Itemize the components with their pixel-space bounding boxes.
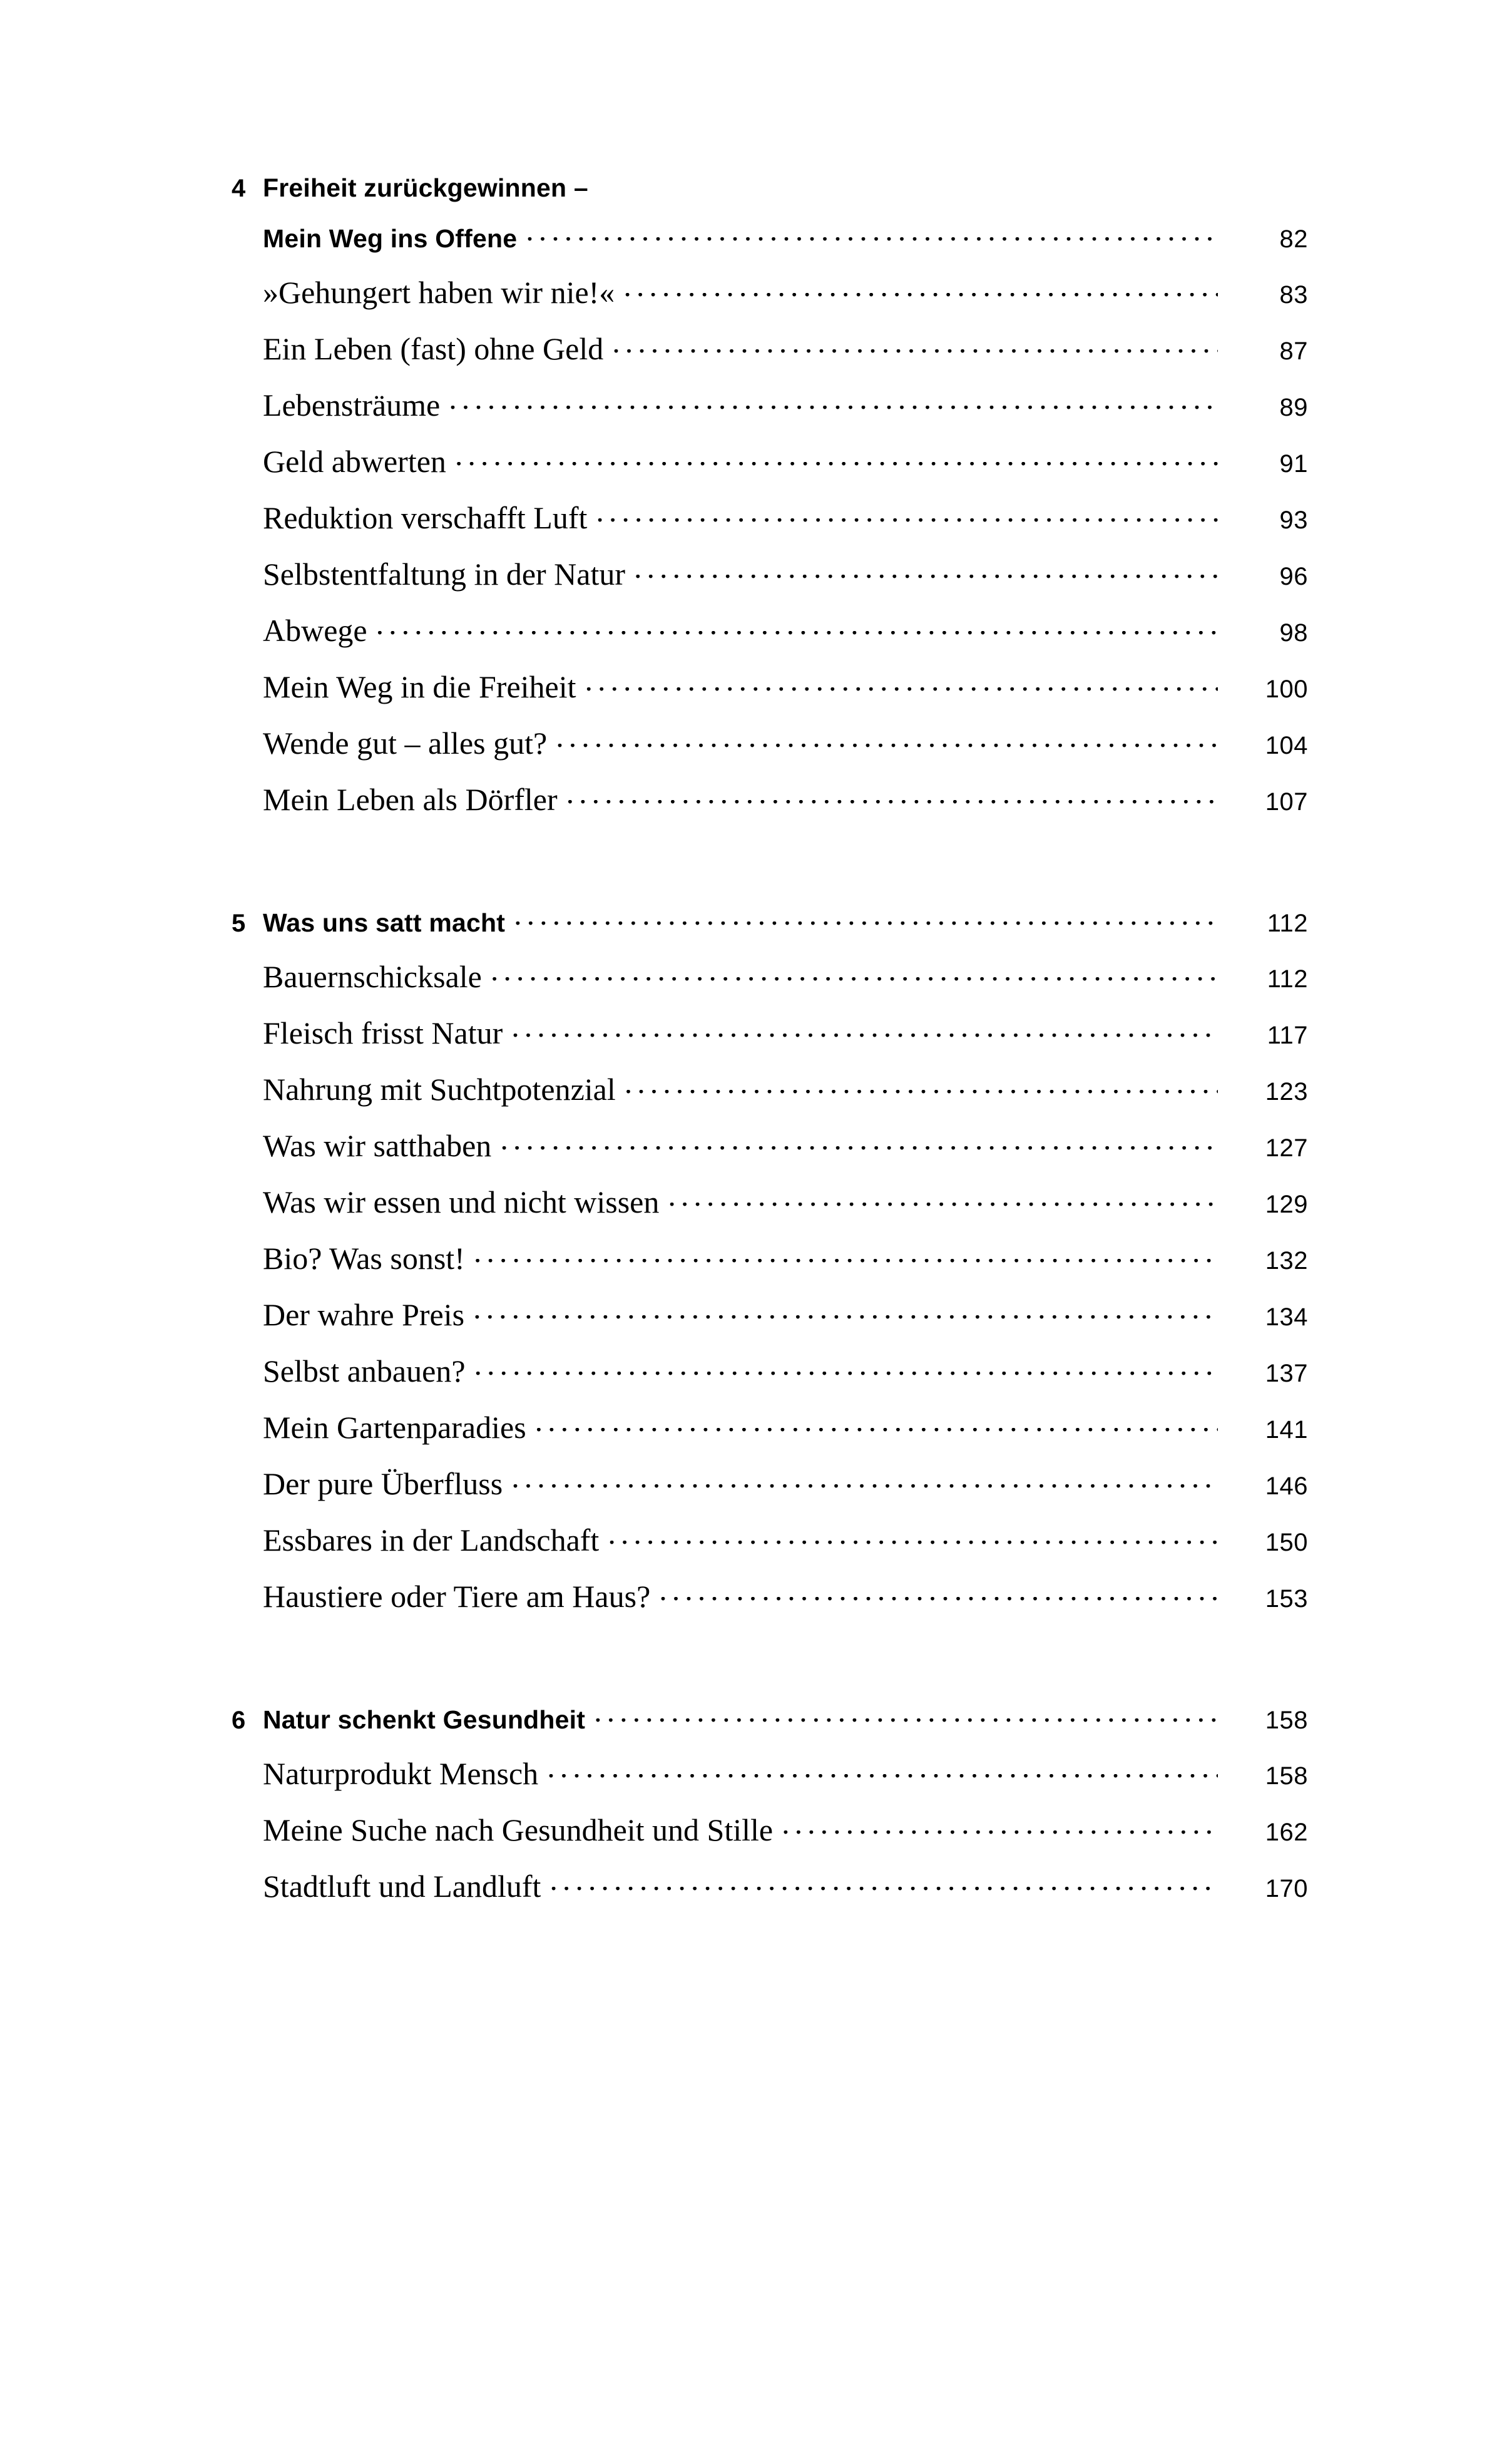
toc-entry-page: 137	[1265, 1360, 1308, 1387]
dot-leader	[474, 1259, 1218, 1269]
toc-entry-page: 100	[1265, 675, 1308, 703]
table-of-contents	[232, 175, 1308, 1927]
toc-entry-number: 5	[232, 910, 246, 937]
toc-entry-title: Essbares in der Landschaft	[263, 1522, 600, 1558]
toc-entry-page: 146	[1265, 1472, 1308, 1500]
dot-leader	[535, 1428, 1218, 1438]
toc-entry-page: 150	[1265, 1529, 1308, 1556]
toc-entry-page: 112	[1267, 965, 1308, 993]
toc-entry-title: Reduktion verschafft Luft	[263, 500, 588, 535]
toc-entry-title: Der pure Überfluss	[263, 1466, 503, 1501]
toc-entry-page: 91	[1279, 450, 1308, 478]
dot-leader	[547, 1774, 1218, 1784]
toc-entry[interactable]	[232, 671, 1308, 702]
toc-entry[interactable]	[232, 1299, 1308, 1330]
toc-entry-page: 134	[1265, 1303, 1308, 1331]
toc-entry[interactable]	[232, 727, 1308, 759]
dot-leader	[491, 977, 1218, 987]
toc-entry-page: 82	[1279, 225, 1308, 253]
toc-entry-page: 127	[1265, 1134, 1308, 1162]
toc-entry-title: Bauernschicksale	[263, 959, 482, 994]
dot-leader	[566, 800, 1218, 810]
dot-leader	[511, 1034, 1218, 1044]
toc-entry-title: Ein Leben (fast) ohne Geld	[263, 331, 604, 366]
toc-group-separator	[232, 1637, 1308, 1707]
dot-leader	[608, 1541, 1218, 1551]
dot-leader	[585, 687, 1218, 697]
toc-entry-number: 4	[232, 175, 246, 202]
toc-entry[interactable]	[232, 784, 1308, 815]
toc-entry-page: 107	[1265, 788, 1308, 816]
toc-entry[interactable]	[232, 502, 1308, 533]
dot-leader	[474, 1372, 1218, 1382]
toc-entry[interactable]	[232, 1871, 1308, 1902]
toc-entry-page: 83	[1279, 281, 1308, 309]
toc-entry-title: Nahrung mit Suchtpotenzial	[263, 1072, 616, 1107]
toc-entry-page: 153	[1265, 1585, 1308, 1613]
toc-entry[interactable]	[232, 910, 1308, 936]
toc-entry[interactable]	[232, 389, 1308, 421]
toc-entry-page: 141	[1265, 1416, 1308, 1444]
toc-entry-title: Natur schenkt Gesundheit	[263, 1705, 586, 1734]
toc-entry-title: Stadtluft und Landluft	[263, 1869, 541, 1904]
toc-entry-title-continued: Mein Weg ins Offene	[263, 224, 518, 253]
toc-entry[interactable]	[232, 277, 1308, 308]
toc-entry[interactable]	[232, 1814, 1308, 1845]
dot-leader	[594, 1718, 1218, 1728]
toc-entry[interactable]	[232, 1017, 1308, 1049]
toc-entry-title: Geld abwerten	[263, 444, 446, 479]
toc-entry[interactable]	[232, 333, 1308, 364]
toc-entry[interactable]	[232, 1758, 1308, 1789]
dot-leader	[623, 293, 1218, 303]
toc-entry-title: »Gehungert haben wir nie!«	[263, 275, 615, 310]
toc-entry-title: Der wahre Preis	[263, 1297, 465, 1332]
toc-group-separator	[232, 840, 1308, 910]
toc-entry-title: Meine Suche nach Gesundheit und Stille	[263, 1812, 774, 1847]
dot-leader	[612, 349, 1218, 359]
dot-leader	[449, 406, 1218, 416]
toc-entry-title: Was wir satthaben	[263, 1128, 492, 1163]
toc-entry-page: 117	[1267, 1022, 1308, 1049]
toc-entry-title: Abwege	[263, 613, 367, 648]
toc-entry-title: Freiheit zurückgewinnen –	[263, 173, 588, 202]
toc-entry-title: Bio? Was sonst!	[263, 1241, 465, 1276]
dot-leader	[556, 744, 1218, 754]
toc-entry[interactable]	[232, 1581, 1308, 1612]
toc-entry-page: 112	[1267, 910, 1308, 937]
toc-entry[interactable]	[232, 961, 1308, 992]
toc-group	[232, 1707, 1308, 1902]
toc-entry-title: Selbstentfaltung in der Natur	[263, 557, 626, 592]
toc-entry-page: 162	[1265, 1819, 1308, 1846]
dot-leader	[376, 631, 1218, 641]
toc-entry[interactable]	[232, 175, 1308, 201]
toc-entry[interactable]	[232, 1130, 1308, 1161]
toc-entry-page: 170	[1265, 1875, 1308, 1902]
toc-entry-page: 96	[1279, 563, 1308, 590]
toc-entry-title: Haustiere oder Tiere am Haus?	[263, 1579, 651, 1614]
dot-leader	[634, 575, 1218, 585]
toc-entry-title: Fleisch frisst Natur	[263, 1015, 503, 1050]
toc-entry[interactable]	[232, 558, 1308, 590]
toc-entry[interactable]	[232, 1468, 1308, 1499]
toc-entry[interactable]	[232, 1412, 1308, 1443]
toc-entry[interactable]	[232, 1355, 1308, 1387]
toc-entry[interactable]	[232, 1186, 1308, 1218]
dot-leader	[668, 1203, 1218, 1213]
dot-leader	[473, 1315, 1218, 1325]
toc-entry-page: 129	[1265, 1191, 1308, 1218]
dot-leader	[782, 1830, 1218, 1840]
toc-entry[interactable]	[232, 446, 1308, 477]
toc-entry-page: 89	[1279, 394, 1308, 421]
dot-leader	[500, 1146, 1218, 1156]
toc-group	[232, 910, 1308, 1612]
toc-entry-page: 104	[1265, 732, 1308, 759]
dot-leader	[596, 518, 1218, 528]
toc-entry-number: 6	[232, 1707, 246, 1734]
toc-entry[interactable]	[232, 615, 1308, 646]
dot-leader	[549, 1887, 1218, 1897]
toc-entry[interactable]	[232, 1243, 1308, 1274]
toc-entry-page: 123	[1265, 1078, 1308, 1106]
toc-entry-title: Wende gut – alles gut?	[263, 726, 548, 761]
toc-entry-page: 87	[1279, 337, 1308, 365]
toc-entry-title: Was wir essen und nicht wissen	[263, 1184, 660, 1219]
toc-entry[interactable]	[232, 1074, 1308, 1105]
toc-entry-page: 93	[1279, 506, 1308, 534]
toc-entry-title: Naturprodukt Mensch	[263, 1756, 539, 1791]
toc-entry[interactable]	[232, 1707, 1308, 1733]
dot-leader	[455, 462, 1218, 472]
toc-entry-title: Lebensträume	[263, 388, 441, 423]
dot-leader	[511, 1484, 1218, 1494]
dot-leader	[625, 1090, 1218, 1100]
toc-entry-page: 158	[1265, 1762, 1308, 1790]
toc-entry-title: Selbst anbauen?	[263, 1353, 466, 1389]
toc-entry-title: Mein Gartenparadies	[263, 1410, 526, 1445]
toc-entry[interactable]	[232, 1524, 1308, 1556]
toc-entry-page: 158	[1265, 1707, 1308, 1734]
toc-entry-page: 98	[1279, 619, 1308, 647]
dot-leader	[514, 921, 1218, 932]
toc-entry-title: Mein Leben als Dörfler	[263, 782, 558, 817]
toc-entry-title: Mein Weg in die Freiheit	[263, 669, 576, 704]
toc-entry-page: 132	[1265, 1247, 1308, 1275]
toc-entry-title: Was uns satt macht	[263, 908, 506, 937]
toc-entry-continuation[interactable]	[232, 226, 1308, 252]
dot-leader	[659, 1597, 1218, 1607]
dot-leader	[526, 237, 1218, 247]
toc-group	[232, 175, 1308, 815]
